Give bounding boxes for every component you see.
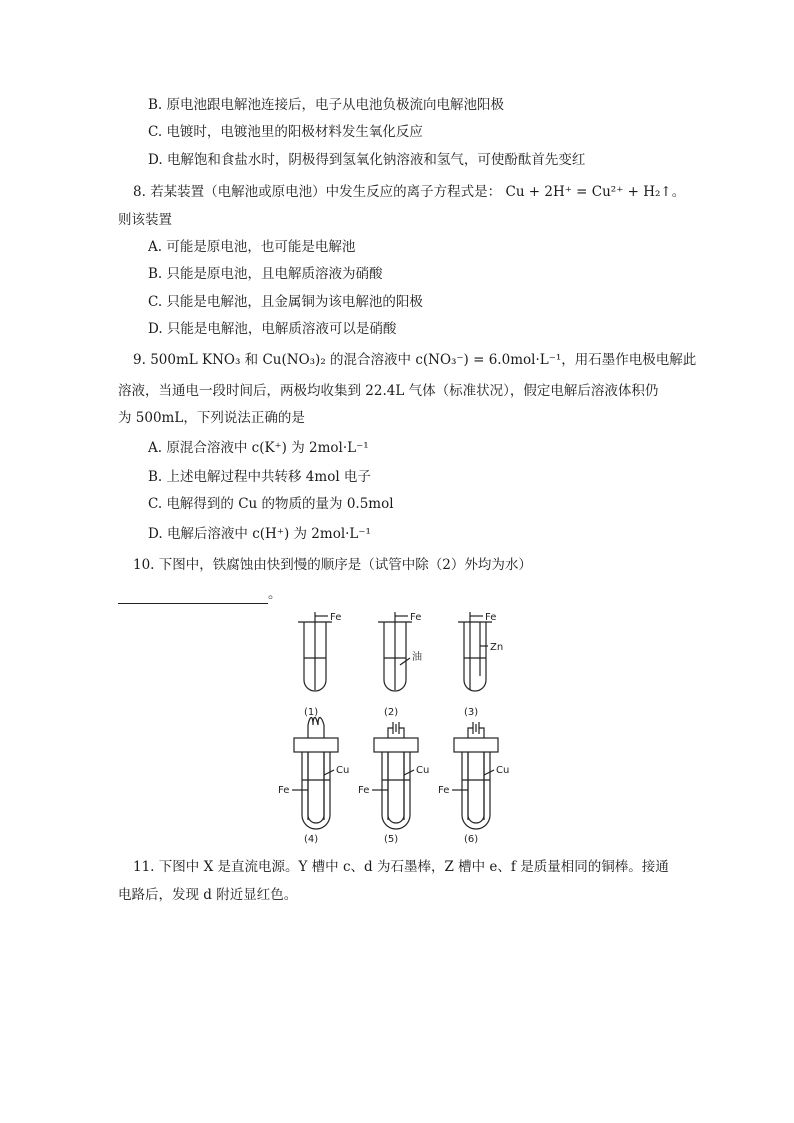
option-text: 电解饱和食盐水时，阴极得到氢氧化钠溶液和氢气，可使酚酞首先变红 <box>166 152 586 168</box>
question-number: 10. <box>133 557 155 573</box>
option-letter: B. <box>148 266 163 282</box>
caption-2: (2) <box>384 707 399 718</box>
option-text: 电解得到的 Cu 的物质的量为 0.5mol <box>166 496 394 512</box>
fe-label-2: Fe <box>410 612 422 623</box>
option-letter: D. <box>148 321 163 337</box>
caption-4: (4) <box>304 834 319 845</box>
q7-option-b <box>148 95 504 115</box>
q9-stem-line3: 为 500mL，下列说法正确的是 <box>118 410 305 426</box>
q9-option-a <box>148 438 369 458</box>
q8-stem <box>133 182 685 202</box>
fe-label-3: Fe <box>485 612 497 623</box>
q10-figure <box>280 610 520 850</box>
option-letter: C. <box>148 124 163 140</box>
oil-label: 油 <box>412 652 422 663</box>
option-letter: C. <box>148 294 163 310</box>
ionic-equation: Cu + 2H⁺ = Cu²⁺ + H₂↑。 <box>505 184 686 200</box>
q9-stem-line2: 溶液，当通电一段时间后，两极均收集到 22.4L 气体（标准状况），假定电解后溶液体积仍 <box>118 383 659 399</box>
sentence-end: 。 <box>268 586 282 602</box>
caption-3: (3) <box>464 707 479 718</box>
question-number: 8. <box>133 184 146 200</box>
question-text: 下图中，铁腐蚀由快到慢的顺序是（试管中除（2）外均为水） <box>158 557 532 573</box>
fe-label-5: Fe <box>358 785 370 796</box>
fe-label-6: Fe <box>438 785 450 796</box>
u-tube-6 <box>452 722 498 829</box>
question-number: 9. <box>133 352 146 368</box>
option-text: 可能是原电池，也可能是电解池 <box>166 239 356 255</box>
q11-stem-line2: 电路后，发现 d 附近显红色。 <box>118 887 298 903</box>
q8-option-b <box>148 264 383 284</box>
q9-option-b <box>148 467 371 487</box>
fe-label-4: Fe <box>278 785 290 796</box>
question-text: 500mL KNO₃ 和 Cu(NO₃)₂ 的混合溶液中 c(NO₃⁻) = 6.0mol·L⁻¹，用石墨作电极电解此 <box>150 352 697 368</box>
q9-stem <box>133 350 696 370</box>
q7-option-c <box>148 122 423 142</box>
q10-answer-line <box>118 584 282 604</box>
q9-option-d <box>148 524 371 544</box>
test-tube-2 <box>378 612 412 691</box>
caption-1: (1) <box>304 707 319 718</box>
q10-stem <box>133 555 532 575</box>
option-letter: A. <box>148 440 163 456</box>
option-text: 只能是原电池，且电解质溶液为硝酸 <box>166 266 383 282</box>
question-number: 11. <box>133 859 155 875</box>
test-tube-3 <box>458 612 492 691</box>
u-tube-4 <box>292 718 338 830</box>
option-text: 电解后溶液中 c(H⁺) 为 2mol·L⁻¹ <box>166 526 371 542</box>
answer-blank[interactable] <box>118 589 268 604</box>
option-text: 原混合溶液中 c(K⁺) 为 2mol·L⁻¹ <box>166 440 369 456</box>
u-tube-5 <box>372 722 418 829</box>
option-letter: C. <box>148 496 163 512</box>
caption-5: (5) <box>384 834 399 845</box>
option-text: 只能是电解池，电解质溶液可以是硝酸 <box>166 321 397 337</box>
option-letter: D. <box>148 526 163 542</box>
option-letter: B. <box>148 469 163 485</box>
q8-option-c <box>148 292 423 312</box>
caption-6: (6) <box>464 834 479 845</box>
option-letter: D. <box>148 152 163 168</box>
option-text: 只能是电解池，且金属铜为该电解池的阳极 <box>166 294 423 310</box>
q11-stem <box>133 857 669 877</box>
test-tube-1 <box>298 612 332 691</box>
q7-option-d <box>148 150 585 170</box>
option-text: 上述电解过程中共转移 4mol 电子 <box>166 469 371 485</box>
option-letter: A. <box>148 239 163 255</box>
q8-stem-continued: 则该装置 <box>118 212 172 228</box>
q8-option-d <box>148 319 396 339</box>
cu-label-6: Cu <box>496 765 510 776</box>
cu-label-4: Cu <box>336 765 350 776</box>
zn-label: Zn <box>490 642 504 653</box>
q8-option-a <box>148 237 355 257</box>
option-text: 原电池跟电解池连接后，电子从电池负极流向电解池阳极 <box>166 97 505 113</box>
question-text: 下图中 X 是直流电源。Y 槽中 c、d 为石墨棒，Z 槽中 e、f 是质量相同的铜棒。接通 <box>158 859 669 875</box>
question-text: 若某装置（电解池或原电池）中发生反应的离子方程式是： <box>150 184 502 200</box>
option-text: 电镀时，电镀池里的阳极材料发生氧化反应 <box>166 124 423 140</box>
q9-option-c <box>148 494 394 514</box>
cu-label-5: Cu <box>416 765 430 776</box>
option-letter: B. <box>148 97 163 113</box>
fe-label-1: Fe <box>330 612 342 623</box>
